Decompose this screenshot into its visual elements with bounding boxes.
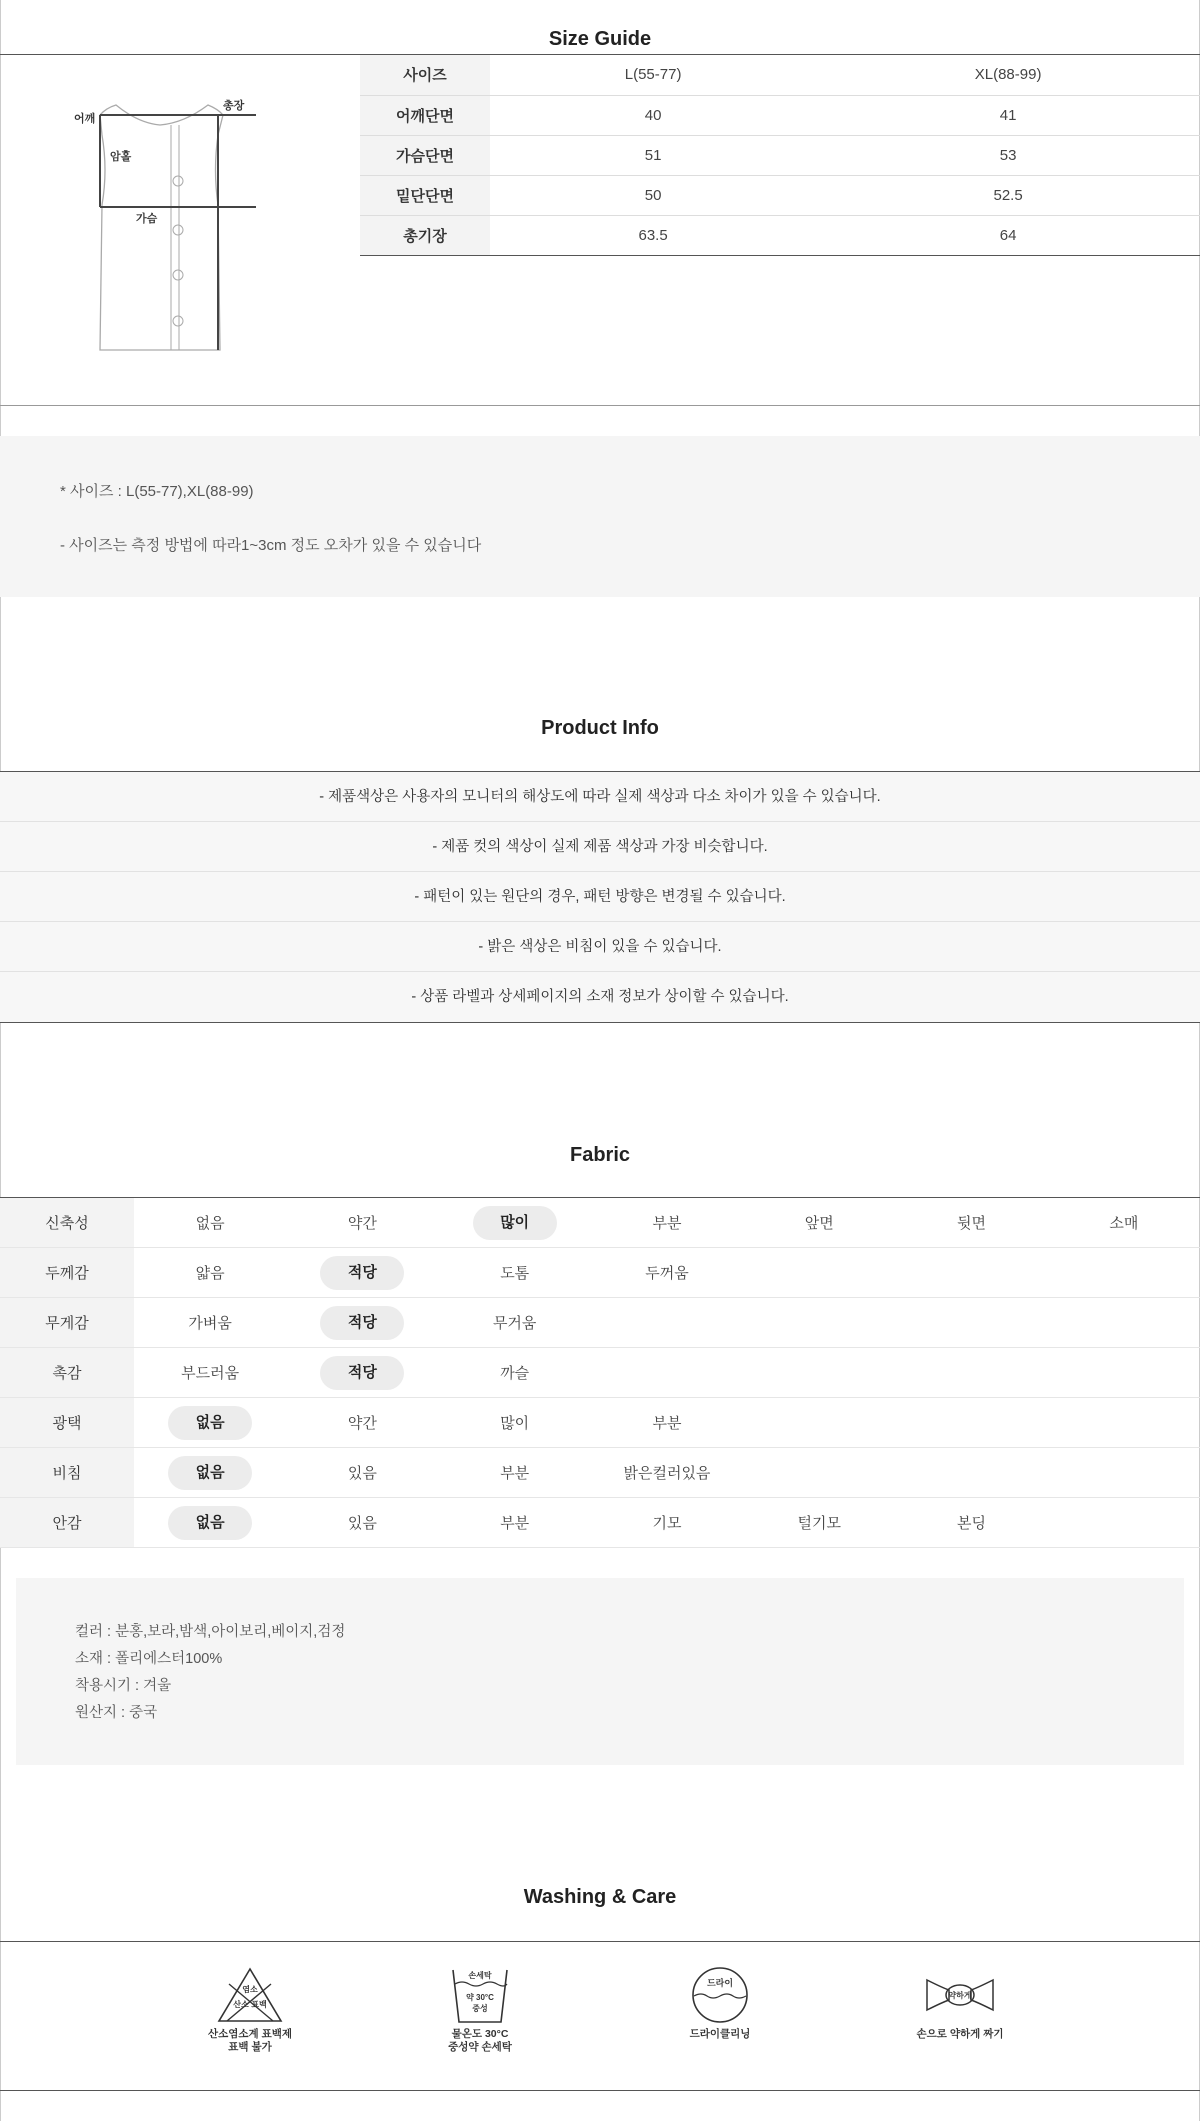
fabric-option-selected: 적당 bbox=[320, 1306, 404, 1340]
size-cell: 50 bbox=[490, 175, 816, 215]
fabric-option-cell bbox=[134, 1248, 286, 1298]
care-label: 물온도 30°C 중성약 손세탁 bbox=[448, 2028, 512, 2053]
fabric-option-selected: 없음 bbox=[168, 1506, 252, 1540]
detail-color: 컬러 : 분홍,보라,밤색,아이보리,베이지,검정 bbox=[75, 1624, 346, 1640]
fabric-option-cell bbox=[439, 1498, 591, 1548]
hand-wash-text: 약 30°C bbox=[466, 1993, 494, 2002]
fabric-option-selected: 적당 bbox=[320, 1356, 404, 1390]
dry-clean-icon bbox=[685, 1966, 755, 2024]
fabric-row-label: 두께감 bbox=[0, 1248, 134, 1298]
fabric-option-cell bbox=[1048, 1248, 1200, 1298]
fabric-option-cell bbox=[134, 1398, 286, 1448]
fabric-option-cell bbox=[743, 1498, 895, 1548]
fabric-option-cell bbox=[895, 1248, 1047, 1298]
dry-clean-text: 드라이 bbox=[706, 1978, 734, 1988]
fabric-option: 부분 bbox=[652, 1415, 682, 1432]
fabric-row-label: 비침 bbox=[0, 1448, 134, 1498]
fabric-row-label: 안감 bbox=[0, 1498, 134, 1548]
fabric-option-cell bbox=[743, 1448, 895, 1498]
fabric-option-cell bbox=[286, 1298, 438, 1348]
fabric-row bbox=[0, 1448, 1200, 1498]
diagram-label-armhole: 암홀 bbox=[110, 151, 132, 163]
size-guide-title: Size Guide bbox=[548, 28, 652, 50]
fabric-option-cell bbox=[1048, 1198, 1200, 1248]
size-table-row bbox=[360, 95, 1200, 135]
fabric-option-cell bbox=[1048, 1398, 1200, 1448]
size-cell: 64 bbox=[816, 215, 1200, 255]
size-notes bbox=[0, 436, 1200, 597]
size-cell: 40 bbox=[490, 95, 816, 135]
fabric-option: 두꺼움 bbox=[645, 1265, 689, 1282]
fabric-option: 없음 bbox=[195, 1215, 225, 1232]
fabric-option-cell bbox=[895, 1498, 1047, 1548]
fabric-row bbox=[0, 1348, 1200, 1398]
fabric-option-cell bbox=[439, 1398, 591, 1448]
fabric-row-label: 무게감 bbox=[0, 1298, 134, 1348]
fabric-option-selected: 없음 bbox=[168, 1406, 252, 1440]
fabric-option-cell bbox=[895, 1198, 1047, 1248]
product-info-title: Product Info bbox=[541, 717, 659, 739]
fabric-option: 앞면 bbox=[804, 1215, 834, 1232]
size-cell: 41 bbox=[816, 95, 1200, 135]
care-item bbox=[890, 1966, 1030, 2041]
fabric-option-cell bbox=[1048, 1298, 1200, 1348]
fabric-option-cell bbox=[895, 1348, 1047, 1398]
fabric-option-cell bbox=[286, 1248, 438, 1298]
fabric-option: 얇음 bbox=[195, 1265, 225, 1282]
fabric-option-cell bbox=[134, 1198, 286, 1248]
fabric-option-cell bbox=[1048, 1348, 1200, 1398]
fabric-option: 본딩 bbox=[957, 1515, 987, 1532]
size-note: - 사이즈는 측정 방법에 따라1~3cm 정도 오차가 있을 수 있습니다 bbox=[60, 537, 482, 554]
size-table bbox=[360, 55, 1200, 256]
fabric-option-cell bbox=[286, 1498, 438, 1548]
fabric-row bbox=[0, 1198, 1200, 1248]
fabric-option-cell bbox=[1048, 1498, 1200, 1548]
product-info-item: - 제품 컷의 색상이 실제 제품 색상과 가장 비슷합니다. bbox=[0, 822, 1200, 872]
size-cell: 52.5 bbox=[816, 175, 1200, 215]
fabric-option: 털기모 bbox=[797, 1515, 841, 1532]
product-info-item: - 밝은 색상은 비침이 있을 수 있습니다. bbox=[0, 922, 1200, 972]
fabric-row bbox=[0, 1298, 1200, 1348]
size-header-label: 사이즈 bbox=[360, 55, 490, 95]
fabric-option: 부분 bbox=[652, 1215, 682, 1232]
fabric-option-cell bbox=[286, 1198, 438, 1248]
no-bleach-text: 염소 bbox=[242, 1985, 258, 1994]
fabric-option: 가벼움 bbox=[188, 1315, 232, 1332]
hand-wash-text: 손세탁 bbox=[468, 1971, 492, 1980]
size-guide-section bbox=[0, 54, 1200, 406]
fabric-details bbox=[16, 1578, 1184, 1765]
care-label: 손으로 약하게 짜기 bbox=[916, 2028, 1004, 2040]
fabric-option-cell bbox=[134, 1348, 286, 1398]
size-table-header-row bbox=[360, 55, 1200, 95]
fabric-option-cell bbox=[134, 1298, 286, 1348]
fabric-option-cell bbox=[743, 1348, 895, 1398]
detail-material: 소재 : 폴리에스터100% bbox=[75, 1651, 223, 1667]
size-col-l: L(55-77) bbox=[490, 55, 816, 95]
fabric-option: 도톰 bbox=[500, 1265, 530, 1282]
fabric-row bbox=[0, 1498, 1200, 1548]
size-cell: 51 bbox=[490, 135, 816, 175]
care-item bbox=[650, 1966, 790, 2041]
fabric-option-cell bbox=[286, 1398, 438, 1448]
fabric-option: 무거움 bbox=[492, 1315, 537, 1332]
fabric-option-cell bbox=[439, 1348, 591, 1398]
fabric-option: 소매 bbox=[1109, 1215, 1139, 1232]
diagram-label-shoulder: 어깨 bbox=[74, 113, 96, 125]
fabric-option: 밝은컬러있음 bbox=[623, 1465, 711, 1482]
fabric-option-cell bbox=[591, 1498, 743, 1548]
fabric-option-cell bbox=[591, 1348, 743, 1398]
diagram-label-chest: 가슴 bbox=[136, 213, 158, 225]
fabric-option: 뒷면 bbox=[957, 1215, 987, 1232]
fabric-row-label: 촉감 bbox=[0, 1348, 134, 1398]
fabric-option: 부분 bbox=[500, 1465, 530, 1482]
fabric-option-cell bbox=[743, 1298, 895, 1348]
size-row-label: 밑단단면 bbox=[360, 175, 490, 215]
hand-wash-icon bbox=[445, 1966, 515, 2024]
fabric-option: 까슬 bbox=[500, 1365, 530, 1382]
washing-title: Washing & Care bbox=[523, 1886, 677, 1908]
no-bleach-text: 표백 bbox=[251, 2000, 267, 2009]
detail-origin: 원산지 : 중국 bbox=[75, 1705, 158, 1721]
size-table-row bbox=[360, 215, 1200, 255]
fabric-option-selected: 없음 bbox=[168, 1456, 252, 1490]
no-bleach-icon bbox=[215, 1966, 285, 2024]
care-item bbox=[410, 1966, 550, 2054]
size-row-label: 가슴단면 bbox=[360, 135, 490, 175]
no-bleach-text: 산소 bbox=[233, 2000, 249, 2009]
diagram-label-length: 총장 bbox=[223, 100, 245, 112]
fabric-option-cell bbox=[591, 1448, 743, 1498]
fabric-option-cell bbox=[134, 1448, 286, 1498]
size-table-row bbox=[360, 135, 1200, 175]
hand-wash-text: 중성 bbox=[472, 2004, 488, 2013]
fabric-option-cell bbox=[895, 1398, 1047, 1448]
fabric-option-cell bbox=[439, 1198, 591, 1248]
fabric-table bbox=[0, 1197, 1200, 1548]
fabric-option: 있음 bbox=[347, 1465, 377, 1482]
fabric-row-label: 신축성 bbox=[0, 1198, 134, 1248]
fabric-option-cell bbox=[591, 1398, 743, 1448]
fabric-option-cell bbox=[134, 1498, 286, 1548]
care-label: 드라이클리닝 bbox=[689, 2028, 751, 2040]
fabric-row bbox=[0, 1398, 1200, 1448]
fabric-option-selected: 적당 bbox=[320, 1256, 404, 1290]
fabric-option-cell bbox=[591, 1248, 743, 1298]
washing-section bbox=[0, 1941, 1200, 2091]
size-row-label: 총기장 bbox=[360, 215, 490, 255]
vest-size-diagram bbox=[68, 95, 278, 365]
gentle-wring-text: 약하게 bbox=[948, 1991, 972, 2000]
fabric-option: 부드러움 bbox=[181, 1365, 240, 1382]
fabric-option-cell bbox=[286, 1348, 438, 1398]
fabric-option-cell bbox=[286, 1448, 438, 1498]
care-item bbox=[180, 1966, 320, 2054]
size-col-xl: XL(88-99) bbox=[816, 55, 1200, 95]
fabric-option-cell bbox=[1048, 1448, 1200, 1498]
fabric-option: 많이 bbox=[500, 1415, 530, 1432]
product-info-item: - 제품색상은 사용자의 모니터의 해상도에 따라 실제 색상과 다소 차이가 있을 수 있습니다. bbox=[0, 772, 1200, 822]
size-cell: 63.5 bbox=[490, 215, 816, 255]
fabric-option: 있음 bbox=[347, 1515, 377, 1532]
fabric-option-cell bbox=[591, 1298, 743, 1348]
product-info-list bbox=[0, 771, 1200, 1023]
fabric-option: 약간 bbox=[347, 1215, 377, 1232]
fabric-option-cell bbox=[895, 1448, 1047, 1498]
fabric-option-cell bbox=[591, 1198, 743, 1248]
fabric-option-cell bbox=[743, 1248, 895, 1298]
product-info-item: - 상품 라벨과 상세페이지의 소재 정보가 상이할 수 있습니다. bbox=[0, 972, 1200, 1022]
gentle-wring-icon bbox=[925, 1966, 995, 2024]
fabric-option: 약간 bbox=[347, 1415, 377, 1432]
size-cell: 53 bbox=[816, 135, 1200, 175]
fabric-option-selected: 많이 bbox=[473, 1206, 557, 1240]
fabric-title: Fabric bbox=[569, 1144, 631, 1166]
fabric-row-label: 광택 bbox=[0, 1398, 134, 1448]
size-note: * 사이즈 : L(55-77),XL(88-99) bbox=[60, 483, 254, 500]
fabric-option-cell bbox=[439, 1448, 591, 1498]
fabric-row bbox=[0, 1248, 1200, 1298]
fabric-option: 기모 bbox=[652, 1515, 682, 1532]
fabric-option-cell bbox=[439, 1248, 591, 1298]
detail-season: 착용시기 : 겨울 bbox=[75, 1678, 172, 1694]
fabric-option-cell bbox=[895, 1298, 1047, 1348]
product-info-item: - 패턴이 있는 원단의 경우, 패턴 방향은 변경될 수 있습니다. bbox=[0, 872, 1200, 922]
fabric-option-cell bbox=[439, 1298, 591, 1348]
care-label: 산소염소계 표백제 표백 불가 bbox=[207, 2028, 293, 2053]
fabric-option: 부분 bbox=[500, 1515, 530, 1532]
fabric-option-cell bbox=[743, 1198, 895, 1248]
size-table-row bbox=[360, 175, 1200, 215]
fabric-option-cell bbox=[743, 1398, 895, 1448]
size-row-label: 어깨단면 bbox=[360, 95, 490, 135]
